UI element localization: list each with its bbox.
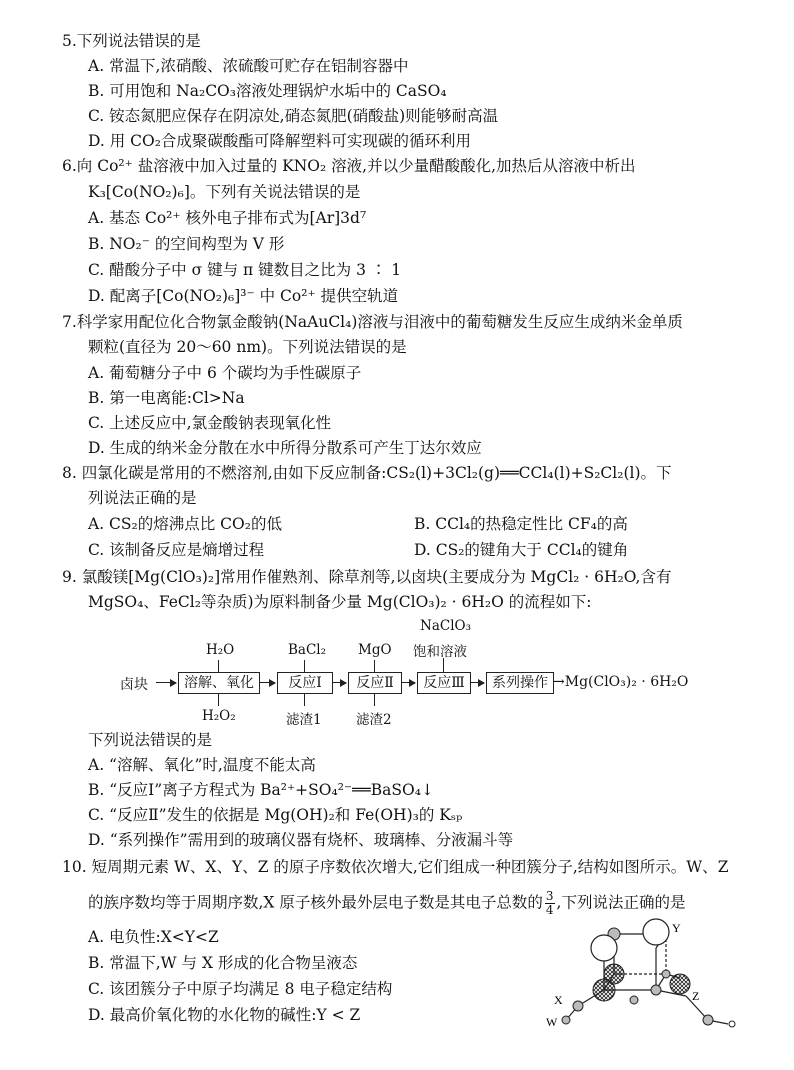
flow-label-h2o: H₂O — [206, 642, 235, 658]
flow-box-dissolve: 溶解、氧化 — [178, 672, 260, 694]
flow-box-series-ops: 系列操作 — [486, 672, 554, 694]
q8-stem-1: 8. 四氯化碳是常用的不燃溶剂,由如下反应制备:CS₂(l)+3Cl₂(g)══CCl₄(l)+S₂Cl₂(l)。下 — [62, 464, 672, 482]
q9-option-c: C. “反应Ⅱ”发生的依据是 Mg(OH)₂和 Fe(OH)₃的 Kₛₚ — [88, 806, 463, 824]
q8-option-c: C. 该制备反应是熵增过程 — [88, 541, 265, 559]
q9-option-d: D. “系列操作”需用到的玻璃仪器有烧杯、玻璃棒、分液漏斗等 — [88, 831, 514, 849]
process-flowchart — [120, 612, 740, 730]
q10-option-a: A. 电负性:X<Y<Z — [88, 928, 219, 946]
q5-stem: 5.下列说法错误的是 — [62, 32, 201, 50]
q9-stem-3: 下列说法错误的是 — [88, 731, 213, 749]
cluster-structure-diagram — [540, 912, 750, 1032]
q5-option-b: B. 可用饱和 Na₂CO₃溶液处理锅炉水垢中的 CaSO₄ — [88, 82, 447, 100]
q10-option-c: C. 该团簇分子中原子均满足 8 电子稳定结构 — [88, 980, 393, 998]
q7-stem-1: 7.科学家用配位化合物氯金酸钠(NaAuCl₄)溶液与泪液中的葡萄糖发生反应生成纳米金单质 — [62, 313, 683, 331]
q10-frac-num: 3 — [545, 889, 554, 903]
q9-option-a: A. “溶解、氧化”时,温度不能太高 — [88, 756, 316, 774]
flow-label-residue-1: 滤渣1 — [286, 712, 322, 728]
cluster-label-z: Z — [692, 989, 700, 1003]
flow-label-saturated: 饱和溶液 — [413, 644, 467, 660]
flow-start: 卤块 — [120, 677, 148, 693]
q6-stem-2: K₃[Co(NO₂)₆]。下列有关说法错误的是 — [88, 183, 361, 201]
q6-option-d: D. 配离子[Co(NO₂)₆]³⁻ 中 Co²⁺ 提供空轨道 — [88, 287, 399, 305]
cluster-label-x: X — [554, 993, 563, 1007]
flow-box-reaction-2: 反应Ⅱ — [348, 672, 402, 694]
q9-stem-1: 9. 氯酸镁[Mg(ClO₃)₂]常用作催熟剂、除草剂等,以卤块(主要成分为 MgCl₂ · 6H₂O,含有 — [62, 568, 672, 586]
q7-stem-2: 颗粒(直径为 20～60 nm)。下列说法错误的是 — [88, 338, 407, 356]
cluster-label-y: Y — [672, 921, 681, 935]
cluster-label-w: W — [546, 1015, 558, 1029]
q7-option-a: A. 葡萄糖分子中 6 个碳均为手性碳原子 — [88, 364, 362, 382]
q8-stem-2: 列说法正确的是 — [88, 489, 197, 507]
q6-option-a: A. 基态 Co²⁺ 核外电子排布式为[Ar]3d⁷ — [88, 209, 367, 227]
flow-product: →Mg(ClO₃)₂ · 6H₂O — [553, 674, 689, 690]
q7-option-c: C. 上述反应中,氯金酸钠表现氧化性 — [88, 414, 332, 432]
q5-option-c: C. 铵态氮肥应保存在阴凉处,硝态氮肥(硝酸盐)则能够耐高温 — [88, 107, 499, 125]
flow-label-naclo3: NaClO₃ — [420, 618, 471, 634]
q6-option-b: B. NO₂⁻ 的空间构型为 V 形 — [88, 235, 285, 253]
q7-option-b: B. 第一电离能:Cl>Na — [88, 389, 245, 407]
q9-option-b: B. “反应Ⅰ”离子方程式为 Ba²⁺+SO₄²⁻══BaSO₄↓ — [88, 781, 434, 799]
q10-option-d: D. 最高价氧化物的水化物的碱性:Y < Z — [88, 1006, 361, 1024]
flow-label-bacl2: BaCl₂ — [288, 642, 327, 658]
q10-frac-den: 4 — [545, 903, 554, 917]
q5-option-d: D. 用 CO₂合成聚碳酸酯可降解塑料可实现碳的循环利用 — [88, 132, 471, 150]
q9-stem-2: MgSO₄、FeCl₂等杂质)为原料制备少量 Mg(ClO₃)₂ · 6H₂O 的流程如下: — [88, 593, 592, 611]
q8-option-d: D. CS₂的键角大于 CCl₄的键角 — [414, 541, 629, 559]
flow-label-h2o2: H₂O₂ — [202, 708, 236, 724]
q6-stem-1: 6.向 Co²⁺ 盐溶液中加入过量的 KNO₂ 溶液,并以少量醋酸酸化,加热后从溶液中析出 — [62, 157, 636, 175]
flow-box-reaction-1: 反应Ⅰ — [277, 672, 333, 694]
q10-stem-2b: ,下列说法正确的是 — [556, 893, 686, 912]
q5-option-a: A. 常温下,浓硝酸、浓硫酸可贮存在铝制容器中 — [88, 57, 409, 75]
q10-stem-2a: 的族序数均等于周期序数,X 原子核外最外层电子数是其电子总数的 — [88, 893, 543, 912]
flow-label-residue-2: 滤渣2 — [356, 712, 392, 728]
q10-option-b: B. 常温下,W 与 X 形成的化合物呈液态 — [88, 954, 358, 972]
flow-label-mgo: MgO — [358, 642, 392, 658]
q8-option-b: B. CCl₄的热稳定性比 CF₄的高 — [414, 515, 628, 533]
flow-box-reaction-3: 反应Ⅲ — [417, 672, 471, 694]
q7-option-d: D. 生成的纳米金分散在水中所得分散系可产生丁达尔效应 — [88, 439, 482, 457]
q6-option-c: C. 醋酸分子中 σ 键与 π 键数目之比为 3 ∶ 1 — [88, 261, 402, 279]
q8-option-a: A. CS₂的熔沸点比 CO₂的低 — [88, 515, 282, 533]
q10-stem-1: 10. 短周期元素 W、X、Y、Z 的原子序数依次增大,它们组成一种团簇分子,结构如图所示。W、Z — [62, 858, 729, 876]
